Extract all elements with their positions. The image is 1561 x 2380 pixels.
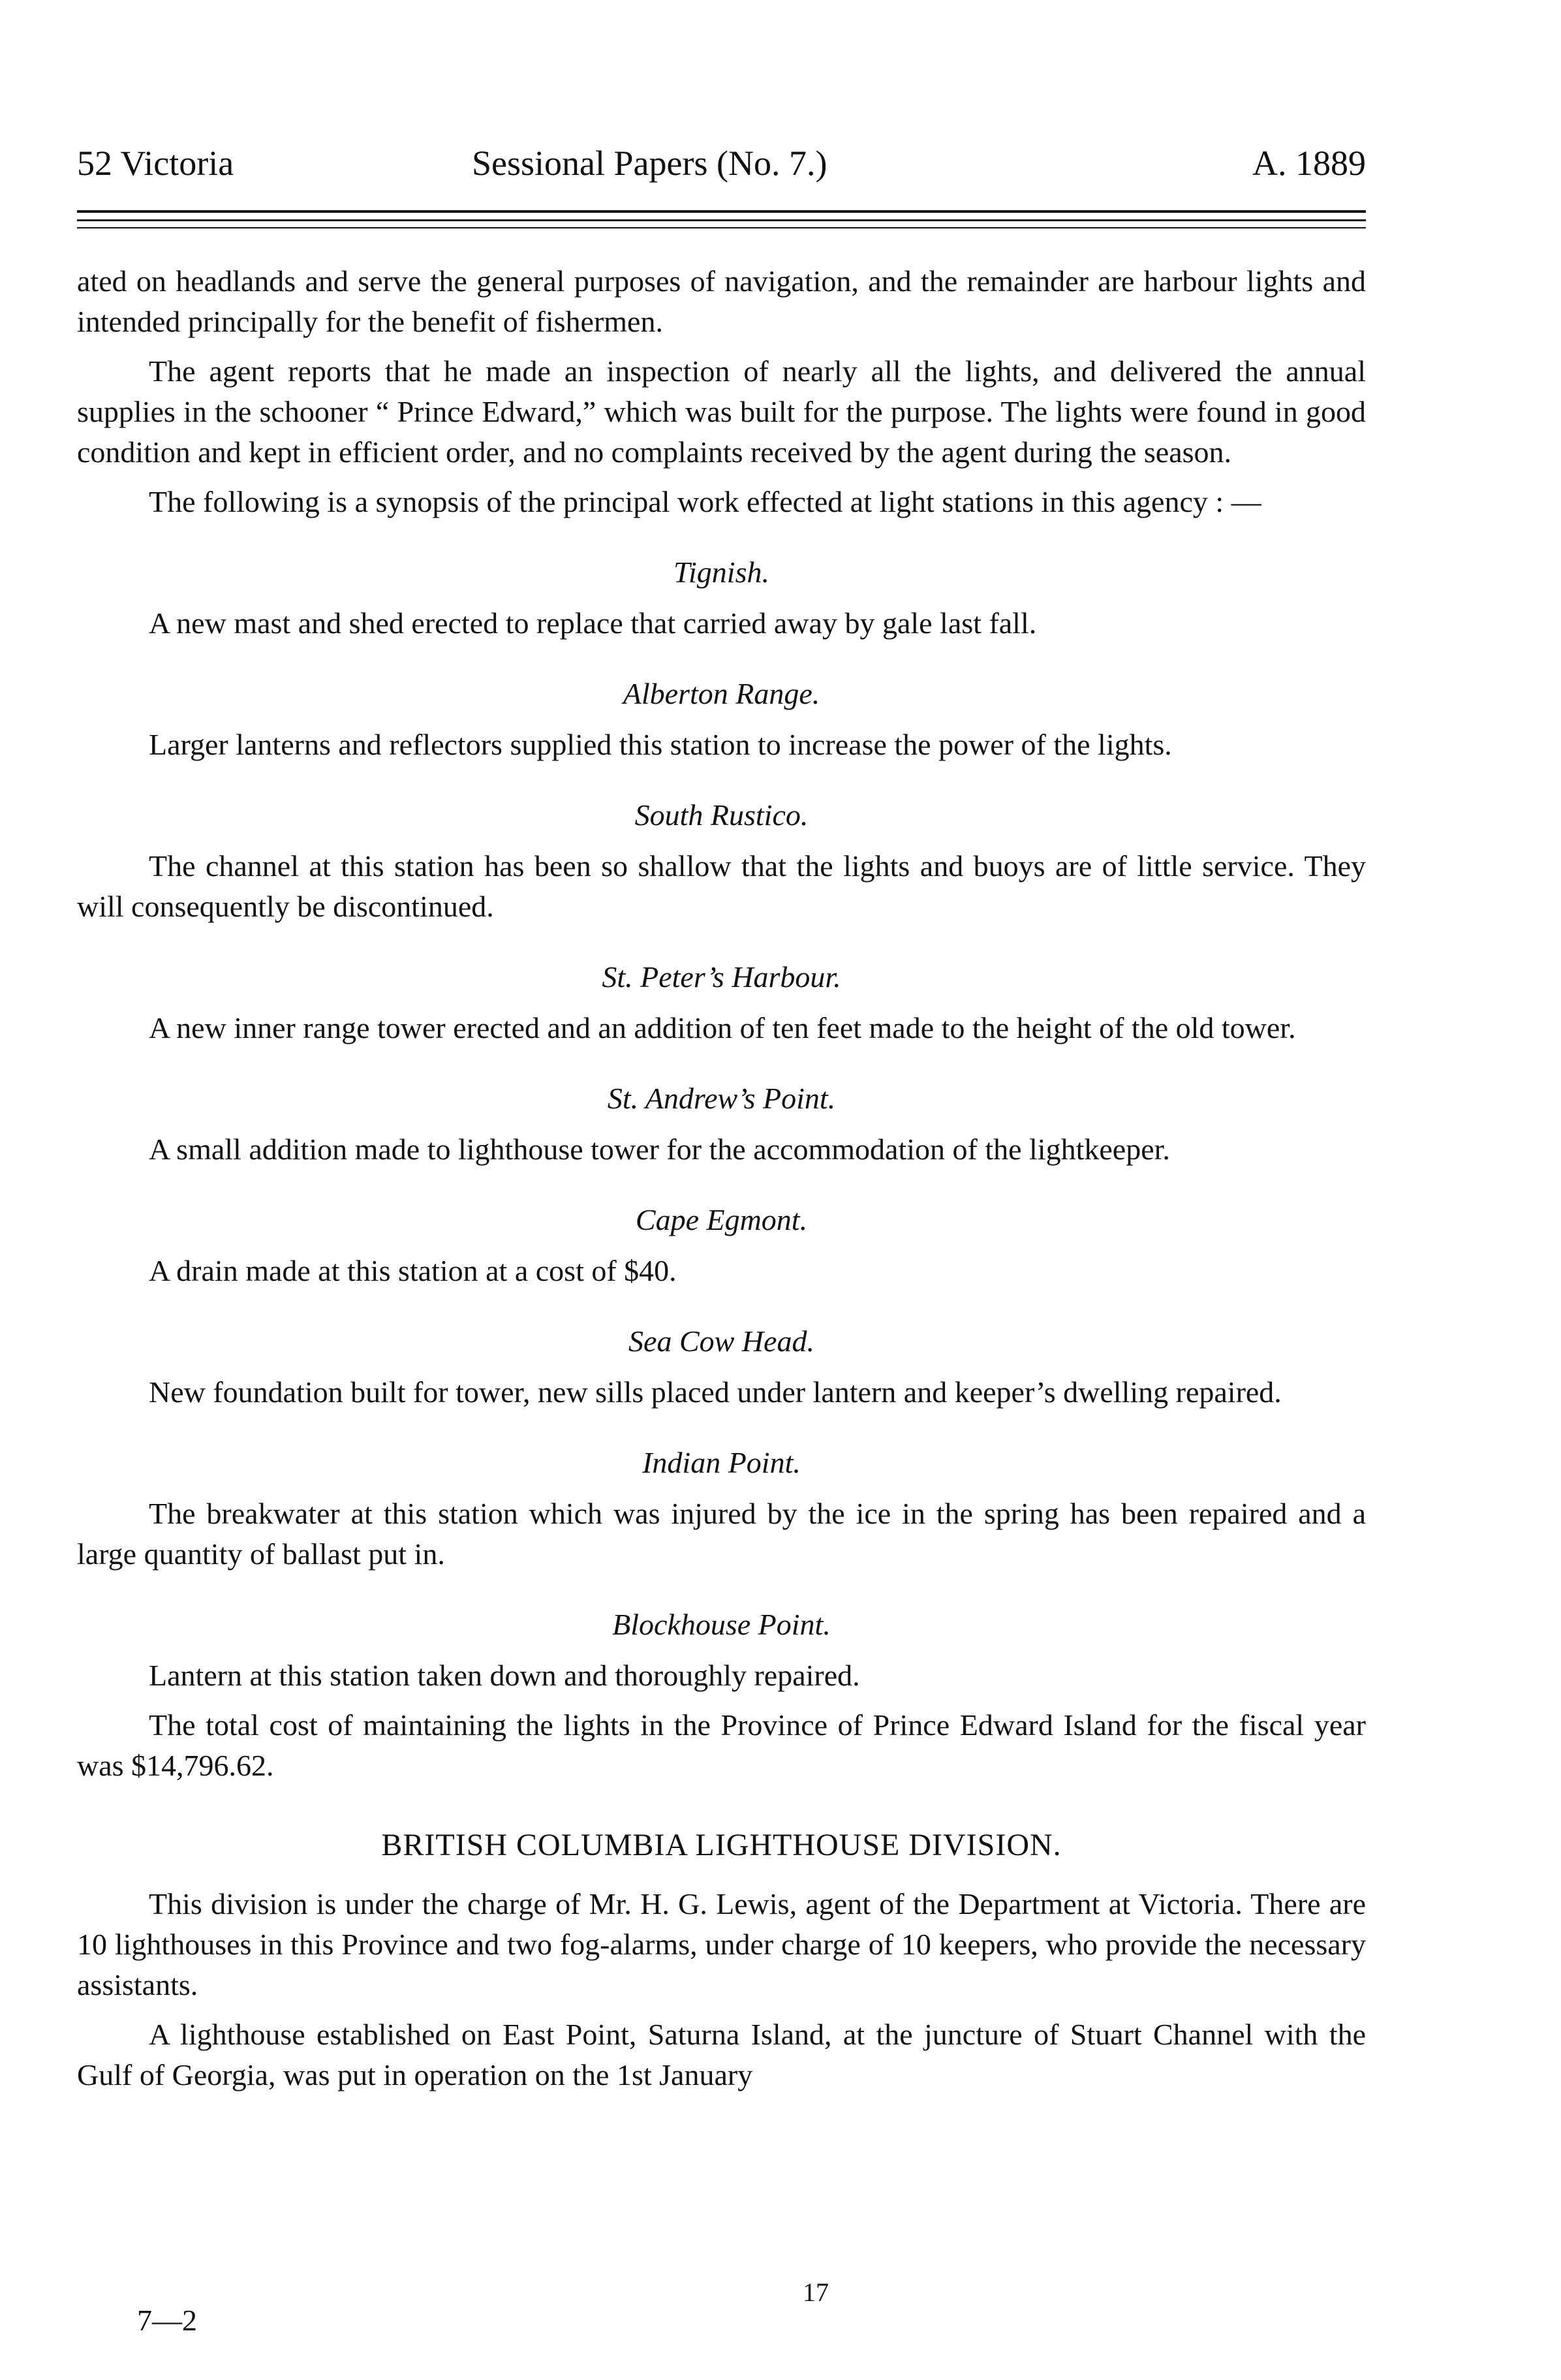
station-text: A new mast and shed erected to replace that carried away by gale last fall.: [149, 606, 1037, 640]
station-text: Larger lanterns and reflectors supplied this station to increase the power of the lights.: [149, 728, 1172, 761]
header-volume: 52 Victoria: [77, 144, 234, 183]
station-heading: St. Andrew’s Point.: [607, 1082, 836, 1115]
paragraph: ated on headlands and serve the general purposes of navigation, and the remainder are harbour lights and intended principally for the benefit of fishermen.: [77, 264, 1366, 338]
station-heading: Alberton Range.: [623, 677, 820, 710]
header-rule: [77, 210, 1366, 213]
header-rule: [77, 227, 1366, 228]
paragraph: The following is a synopsis of the principal work effected at light stations in this agency : —: [149, 485, 1261, 518]
paragraph: The agent reports that he made an inspection of nearly all the lights, and delivered the annual supplies in the schooner “ Prince Edward,” which was built for the purpose. The lights were found in good condition and kept in efficient order, and no complaints received by the agent during the season.: [77, 354, 1366, 469]
header-year: A. 1889: [1252, 144, 1366, 183]
station-text: The channel at this station has been so shallow that the lights and buoys are of little service. They will consequently be discontinued.: [77, 849, 1366, 923]
section-title: BRITISH COLUMBIA LIGHTHOUSE DIVISION.: [381, 1828, 1062, 1862]
header-rule: [77, 219, 1366, 221]
station-heading: Cape Egmont.: [635, 1203, 808, 1236]
station-heading: Tignish.: [673, 556, 769, 589]
station-text: Lantern at this station taken down and thoroughly repaired.: [149, 1659, 860, 1692]
signature-mark: 7—2: [137, 2304, 197, 2337]
page-number: 17: [803, 2278, 829, 2307]
document-page: [77, 0, 1366, 2380]
station-text: A drain made at this station at a cost of $40.: [149, 1254, 677, 1287]
station-heading: Sea Cow Head.: [628, 1324, 814, 1358]
paragraph: This division is under the charge of Mr. H. G. Lewis, agent of the Department at Victoria. There are 10 lighthouses in this Province and two fog-alarms, under charge of 10 keepers, who provide the necessary assistants.: [77, 1887, 1366, 2001]
station-text: A small addition made to lighthouse tower for the accommodation of the lightkeeper.: [149, 1133, 1170, 1166]
header-title: Sessional Papers (No. 7.): [472, 144, 827, 183]
total-cost-paragraph: The total cost of maintaining the lights in the Province of Prince Edward Island for the fiscal year was $14,796.62.: [77, 1708, 1366, 1782]
station-text: New foundation built for tower, new sills placed under lantern and keeper’s dwelling repaired.: [149, 1375, 1282, 1409]
station-heading: Blockhouse Point.: [612, 1608, 831, 1641]
station-heading: Indian Point.: [642, 1446, 801, 1479]
station-heading: St. Peter’s Harbour.: [602, 960, 841, 994]
running-head: [77, 134, 1366, 193]
body-text: [77, 261, 1366, 2105]
paragraph: A lighthouse established on East Point, Saturna Island, at the juncture of Stuart Channel with the Gulf of Georgia, was put in operation on the 1st January: [77, 2018, 1366, 2091]
station-text: A new inner range tower erected and an addition of ten feet made to the height of the old tower.: [149, 1011, 1296, 1044]
station-text: The breakwater at this station which was injured by the ice in the spring has been repaired and a large quantity of ballast put in.: [77, 1497, 1366, 1571]
station-heading: South Rustico.: [634, 798, 809, 832]
